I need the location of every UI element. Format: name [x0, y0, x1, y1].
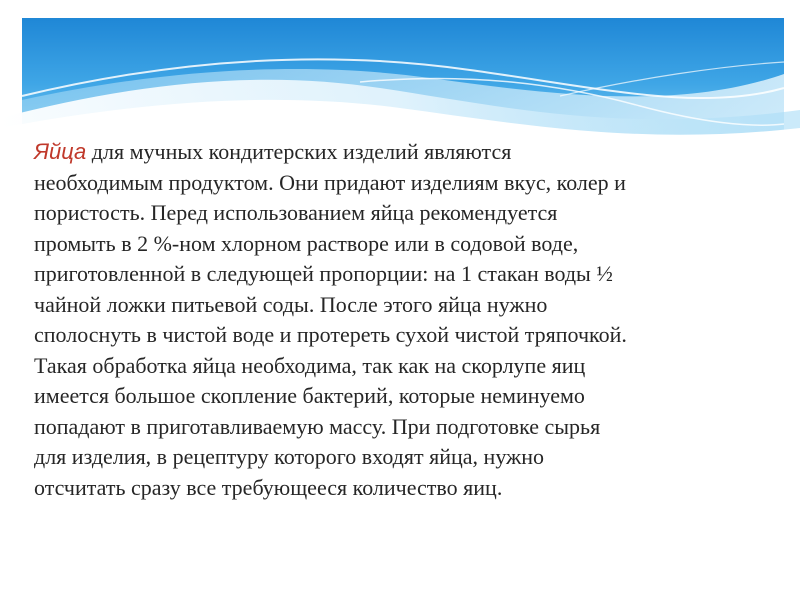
paragraph-line: приготовленной в следующей пропорции: на 1 стакан воды ½ [34, 261, 613, 286]
paragraph-line [34, 137, 769, 168]
paragraph-line: для изделия, в рецептуру которого входят яйца, нужно [34, 444, 544, 469]
paragraph-line: Такая обработка яйца необходима, так как на скорлупе яиц [34, 352, 586, 378]
paragraph-line: необходимым продуктом. Они придают изделиям вкус, колер и [34, 169, 626, 195]
paragraph [34, 137, 769, 503]
paragraph-line: имеется большое скопление бактерий, которые неминуемо [34, 383, 585, 408]
paragraph-line: сполоснуть в чистой воде и протереть сухой чистой тряпочкой. [34, 322, 627, 347]
paragraph-line: пористость. Перед использованием яйца рекомендуется [34, 200, 558, 225]
paragraph-line: чайной ложки питьевой соды. После этого яйца нужно [34, 291, 548, 317]
wave-banner [0, 0, 800, 160]
paragraph-line: попадают в приготавливаемую массу. При подготовке сырья [34, 413, 601, 439]
paragraph-line: промыть в 2 %-ном хлорном растворе или в содовой воде, [34, 230, 579, 256]
paragraph-line: отсчитать сразу все требующееся количество яиц. [34, 474, 503, 500]
keyword-eggs: Яйца [34, 139, 87, 164]
line-1-text: для мучных кондитерских изделий являются [86, 139, 512, 164]
